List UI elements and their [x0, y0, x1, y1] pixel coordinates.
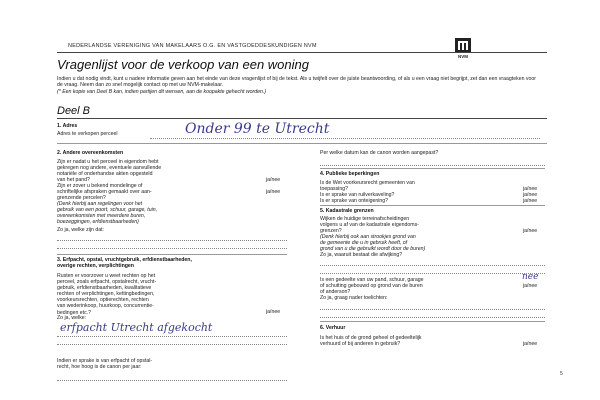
section-2-answer-2: ja/nee: [266, 189, 281, 195]
section-2-question-2: Zijn er zover u bekend mondelinge of schriftelijke afspraken gemaakt over aan- grenzende percelen?: [57, 183, 152, 202]
intro-body: Indien u dat nodig vindt, kunt u nadere informatie geven aan het einde van deze vragenlijst of bij de tekst. Als u twijfelt over de juiste beantwoording, of als u een vraag niet begrijpt, zet dan een vraagteken voor de vraag. Neem dan zo snel mogelijk contact op met uw NVM-makelaar.: [57, 76, 536, 89]
answer-line: [320, 317, 545, 318]
section-4-heading: 4. Publieke beperkingen: [320, 171, 380, 177]
answer-line: [57, 336, 287, 337]
section-4-answer-3: ja/nee: [523, 198, 538, 204]
answer-line: [320, 165, 545, 166]
part-rule: [57, 118, 547, 119]
answer-line: [57, 380, 287, 381]
section-5-handwritten: nee: [522, 272, 539, 282]
section-3-handwritten: erfpacht Utrecht afgekocht: [60, 321, 213, 334]
organization-name: NEDERLANDSE VERENIGING VAN MAKELAARS O.G. EN VASTGOEDDESKUNDIGEN NVM: [68, 43, 317, 49]
answer-line: [320, 309, 545, 310]
section-4-question-2: Is er sprake van ruilverkaveling?: [320, 192, 395, 198]
section-5-answer-1: ja/nee: [523, 228, 538, 234]
section-5-question-1: Wijken de huidige terreinafscheidingen volgens u af van de kadastrale eigendoms- grenzen?: [320, 216, 419, 235]
section-3-heading: 3. Erfpacht, opstal, vruchtgebruik, erfdienstbaarheden, overige rechten, verplichtingen: [57, 257, 192, 270]
section-2-question-1: Zijn er nadat u het perceel in eigendom hebt gekregen nog andere, eventuele aanvullende notariële of onderhandse akten opgesteld van het pand?: [57, 159, 162, 184]
section-3-zo-ja: Zo ja, welke:: [57, 315, 87, 321]
section-5-heading: 5. Kadastrale grenzen: [320, 208, 374, 214]
section-rule: [57, 143, 547, 144]
address-handwritten: Onder 99 te Utrecht: [185, 121, 330, 137]
intro-text: [57, 76, 542, 95]
page-title: Vragenlijst voor de verkoop van een woning: [57, 57, 309, 72]
answer-line: [320, 265, 545, 266]
section-4-question-1: Is de Wet voorkeursrecht gemeenten van toepassing?: [320, 180, 415, 193]
answer-line: [57, 248, 287, 249]
section-rule: [320, 205, 545, 206]
section-5-zo-ja-2: Zo ja, graag nader toelichten:: [320, 295, 388, 301]
section-2-zo-ja: Zo ja, welke zijn dat:: [57, 227, 104, 233]
section-4-question-3: Is er sprake van onteigening?: [320, 198, 389, 204]
section-6-answer-1: ja/nee: [523, 341, 538, 347]
address-label: Adres te verkopen perceel: [57, 131, 118, 137]
address-line: [150, 138, 540, 139]
section-3-question-1: Rusten er voorzover u weet rechten op het perceel, zoals erfpacht, opstalrecht, vrucht- gebruik, erfdienstbaarheden, kwalitatieve rechten of verplichtingen, kettingbedingen, voorkeursrechten, optierechten, rechten van wederinkoop, huurkoop, concurrentie- bedingen etc.?: [57, 273, 157, 316]
intro-note: (* Een kopie van Deel B kan, indien partijen dit wensen, aan de koopakte gehecht worden.): [57, 88, 267, 95]
page-number: 5: [560, 371, 563, 377]
section-rule: [57, 254, 287, 255]
section-4-answer-1: ja/nee: [523, 186, 538, 192]
answer-line: [57, 240, 287, 241]
section-3-question-2: Indien er sprake is van erfpacht of opstal- recht, hoe hoog is de canon per jaar:: [57, 358, 153, 371]
section-5-zo-ja: Zo ja, waaruit bestaat die afwijking?: [320, 252, 403, 258]
section-2-answer-1: ja/nee: [266, 177, 281, 183]
part-heading: Deel B: [57, 105, 91, 117]
section-1-heading: 1. Adres: [57, 123, 78, 129]
section-6-question-1: Is het huis of de grond geheel of gedeeltelijk verhuurd of bij anderen in gebruik?: [320, 335, 422, 348]
header-rule: [57, 52, 547, 53]
section-rule: [320, 168, 545, 169]
section-2-heading: 2. Andere overeenkomsten: [57, 150, 124, 156]
section-5-question-2: Is een gedeelte van uw pand, schuur, garage of schutting gebouwd op grond van de buren of anderson?: [320, 277, 424, 296]
section-6-heading: 6. Verhuur: [320, 325, 346, 331]
section-3-answer-1: ja/nee: [266, 309, 281, 315]
section-5-answer-2: ja/nee: [523, 283, 538, 289]
canon-question: Per welke datum kan de canon worden aangepast?: [320, 150, 439, 156]
section-rule: [320, 321, 545, 322]
answer-line: [320, 273, 545, 274]
logo-text: NVM: [458, 54, 468, 59]
section-2-note: (Denk hierbij aan regelingen voor het gebruik van een poort, schuur, garage, tuin, overeenkomsten met meerdere buren, boezeggingen, erfdienstbaarheden): [57, 201, 158, 226]
nvm-logo-icon: [455, 38, 471, 53]
section-4-answer-2: ja/nee: [523, 192, 538, 198]
answer-line: [57, 344, 287, 345]
section-5-note: (Denk hierbij ook aan strookjes grond van de gemeente die u in gebruik heeft, of grond van u die gebruikt wordt door de buren): [320, 234, 426, 253]
